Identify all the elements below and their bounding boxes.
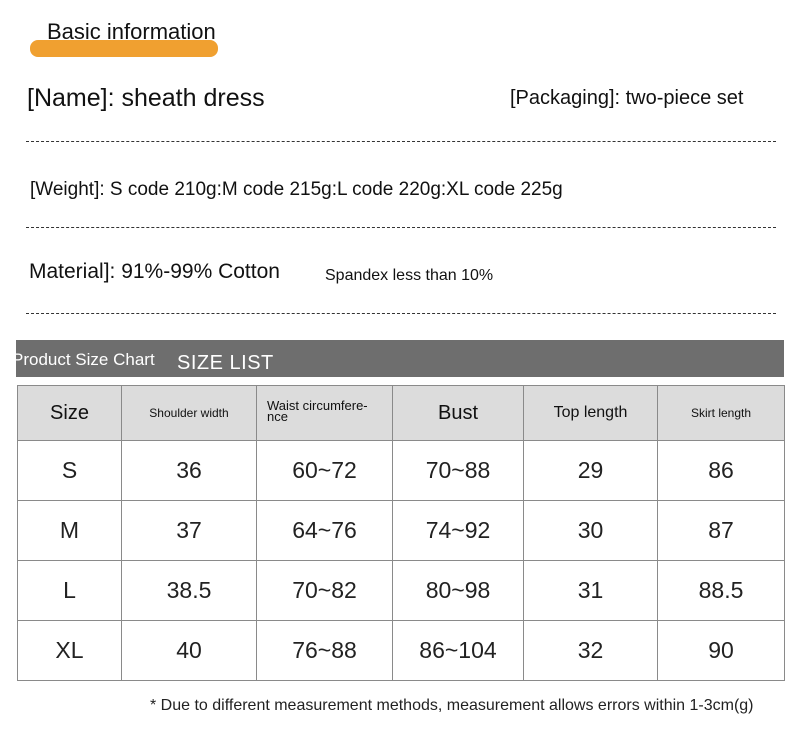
column-header: Shoulder width [122,386,257,441]
table-cell: 88.5 [658,561,785,621]
table-cell: 37 [122,501,257,561]
table-cell: 86~104 [393,621,524,681]
divider [26,141,776,142]
size-chart-title: Product Size Chart [12,350,155,369]
table-cell: XL [18,621,122,681]
material-note: Spandex less than 10% [325,267,494,284]
table-cell: 38.5 [122,561,257,621]
table-cell: 74~92 [393,501,524,561]
table-cell: 87 [658,501,785,561]
table-cell: S [18,441,122,501]
table-cell: 29 [524,441,658,501]
section-title: Basic information [47,19,216,44]
column-header: Bust [393,386,524,441]
size-chart-subtitle: SIZE LIST [177,352,274,374]
table-row [18,621,785,681]
column-header: Waist circumfere- nce [257,386,393,441]
table-cell: 31 [524,561,658,621]
product-name: [Name]: sheath dress [27,84,265,112]
table-cell: 86 [658,441,785,501]
table-cell: 80~98 [393,561,524,621]
column-header: Size [18,386,122,441]
size-chart-header-band [12,340,784,377]
size-table [17,385,785,681]
table-cell: 76~88 [257,621,393,681]
weight-info: [Weight]: S code 210g:M code 215g:L code 220g:XL code 225g [30,179,563,200]
table-cell: 40 [122,621,257,681]
divider [26,313,776,314]
table-row [18,441,785,501]
table-cell: 64~76 [257,501,393,561]
table-header-row [18,386,785,441]
table-cell: 36 [122,441,257,501]
footnote: * Due to different measurement methods, measurement allows errors within 1-3cm(g) [150,697,754,714]
table-cell: 30 [524,501,658,561]
table-cell: 70~88 [393,441,524,501]
table-cell: M [18,501,122,561]
table-cell: 90 [658,621,785,681]
divider [26,227,776,228]
table-row [18,501,785,561]
table-cell: L [18,561,122,621]
material-info: Material]: 91%-99% Cotton [29,260,280,283]
table-cell: 32 [524,621,658,681]
table-cell: 60~72 [257,441,393,501]
column-header: Top length [524,386,658,441]
packaging-info: [Packaging]: two-piece set [510,87,744,109]
column-header: Skirt length [658,386,785,441]
table-row [18,561,785,621]
table-cell: 70~82 [257,561,393,621]
